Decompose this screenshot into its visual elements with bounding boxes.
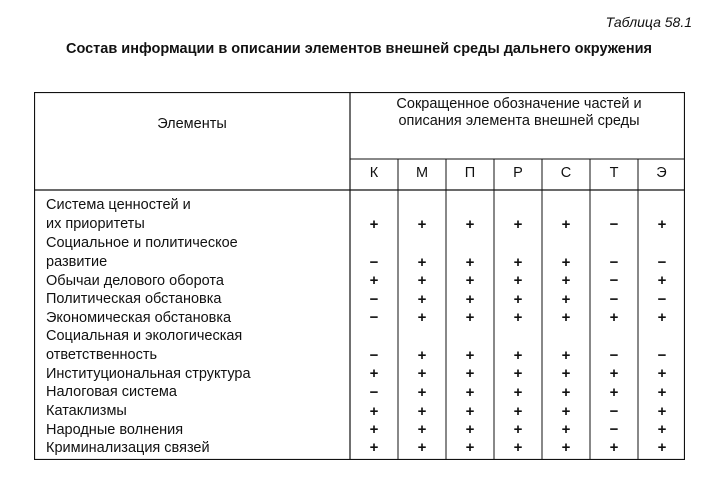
table-cell: + bbox=[369, 216, 379, 233]
table-cell: + bbox=[465, 272, 475, 289]
table-title-text: Состав информации в описании элементов внешней среды дальнего окружения bbox=[65, 41, 652, 57]
table-cell: + bbox=[369, 272, 379, 289]
table-cell: + bbox=[657, 272, 667, 289]
table-cell: + bbox=[465, 216, 475, 233]
row-label: Социальная и экологическая ответственность bbox=[46, 328, 243, 363]
table-cell: − bbox=[369, 347, 379, 364]
abbrev-header bbox=[364, 96, 674, 130]
row-label: Народные волнения bbox=[46, 422, 184, 438]
table-cell: + bbox=[465, 403, 475, 420]
table-cell: + bbox=[561, 291, 571, 308]
table-cell: + bbox=[561, 272, 571, 289]
table-cell: + bbox=[561, 439, 571, 456]
table-cell: + bbox=[417, 347, 427, 364]
column-header: С bbox=[560, 165, 572, 181]
table-cell: + bbox=[561, 421, 571, 438]
table-cell: − bbox=[657, 291, 667, 308]
table-cell: − bbox=[657, 254, 667, 271]
table-cell: + bbox=[417, 272, 427, 289]
table-number-label: Таблица 58.1 bbox=[605, 14, 692, 30]
table-cell: + bbox=[465, 439, 475, 456]
table-cell: + bbox=[561, 216, 571, 233]
table-cell: + bbox=[369, 365, 379, 382]
table-cell: − bbox=[609, 403, 619, 420]
table-cell: − bbox=[609, 421, 619, 438]
table-cell: + bbox=[513, 365, 523, 382]
abbrev-header-text: Сокращенное обозначение частей и описания элемента внешней среды bbox=[396, 96, 642, 129]
table-cell: + bbox=[657, 384, 667, 401]
row-label: Катаклизмы bbox=[46, 403, 127, 419]
table-cell: + bbox=[561, 403, 571, 420]
table-cell: + bbox=[369, 439, 379, 456]
table-cell: + bbox=[465, 309, 475, 326]
table-title bbox=[0, 40, 718, 59]
table-cell: + bbox=[513, 254, 523, 271]
table-cell: − bbox=[369, 254, 379, 271]
row-label: Налоговая система bbox=[46, 384, 177, 400]
info-table bbox=[34, 92, 685, 460]
elements-header: Элементы bbox=[157, 116, 227, 132]
row-label: Социальное и политическое развитие bbox=[46, 235, 238, 270]
table-cell: + bbox=[465, 365, 475, 382]
table-cell: + bbox=[657, 365, 667, 382]
table-cell: + bbox=[369, 403, 379, 420]
table-cell: − bbox=[609, 347, 619, 364]
table-cell: + bbox=[609, 309, 619, 326]
table-cell: + bbox=[513, 439, 523, 456]
row-label: Система ценностей и их приоритеты bbox=[46, 197, 191, 232]
column-header: Э bbox=[656, 165, 667, 181]
table-cell: + bbox=[561, 384, 571, 401]
table-cell: − bbox=[657, 347, 667, 364]
table-cell: + bbox=[657, 439, 667, 456]
table-cell: + bbox=[417, 254, 427, 271]
table-cell: + bbox=[513, 347, 523, 364]
table-cell: + bbox=[465, 291, 475, 308]
row-label: Политическая обстановка bbox=[46, 291, 222, 307]
table-cell: + bbox=[513, 384, 523, 401]
table-cell: + bbox=[465, 421, 475, 438]
row-label: Институциональная структура bbox=[46, 366, 251, 382]
table-cell: + bbox=[465, 254, 475, 271]
table-cell: + bbox=[513, 421, 523, 438]
table-cell: + bbox=[417, 403, 427, 420]
table-cell: + bbox=[417, 421, 427, 438]
table-cell: + bbox=[561, 309, 571, 326]
column-header: Р bbox=[513, 165, 523, 181]
table-cell: + bbox=[417, 309, 427, 326]
table-cell: + bbox=[465, 347, 475, 364]
row-label: Обычаи делового оборота bbox=[46, 273, 224, 289]
table-cell: + bbox=[561, 365, 571, 382]
table-cell: − bbox=[609, 272, 619, 289]
table-cell: + bbox=[609, 365, 619, 382]
table-cell: − bbox=[609, 254, 619, 271]
table-cell: + bbox=[609, 439, 619, 456]
table-cell: + bbox=[513, 216, 523, 233]
row-label: Криминализация связей bbox=[46, 440, 210, 456]
table-cell: + bbox=[369, 421, 379, 438]
table-cell: + bbox=[609, 384, 619, 401]
table-cell: + bbox=[417, 439, 427, 456]
table-cell: + bbox=[417, 384, 427, 401]
table-cell: + bbox=[561, 254, 571, 271]
table-cell: + bbox=[513, 403, 523, 420]
table-cell: + bbox=[417, 291, 427, 308]
column-header: Т bbox=[609, 165, 619, 181]
table-cell: + bbox=[513, 309, 523, 326]
table-cell: + bbox=[657, 309, 667, 326]
column-header: К bbox=[369, 165, 379, 181]
table-cell: + bbox=[417, 216, 427, 233]
table-cell: − bbox=[609, 291, 619, 308]
table-cell: + bbox=[657, 216, 667, 233]
table-cell: − bbox=[369, 384, 379, 401]
table-cell: + bbox=[513, 291, 523, 308]
table-cell: + bbox=[513, 272, 523, 289]
row-label: Экономическая обстановка bbox=[46, 310, 232, 326]
column-header: М bbox=[415, 165, 429, 181]
table-cell: + bbox=[657, 403, 667, 420]
table-cell: + bbox=[465, 384, 475, 401]
table-cell: − bbox=[609, 216, 619, 233]
table-cell: − bbox=[369, 309, 379, 326]
table-cell: + bbox=[417, 365, 427, 382]
table-cell: + bbox=[657, 421, 667, 438]
table-cell: + bbox=[561, 347, 571, 364]
table-cell: − bbox=[369, 291, 379, 308]
column-header: П bbox=[464, 165, 476, 181]
